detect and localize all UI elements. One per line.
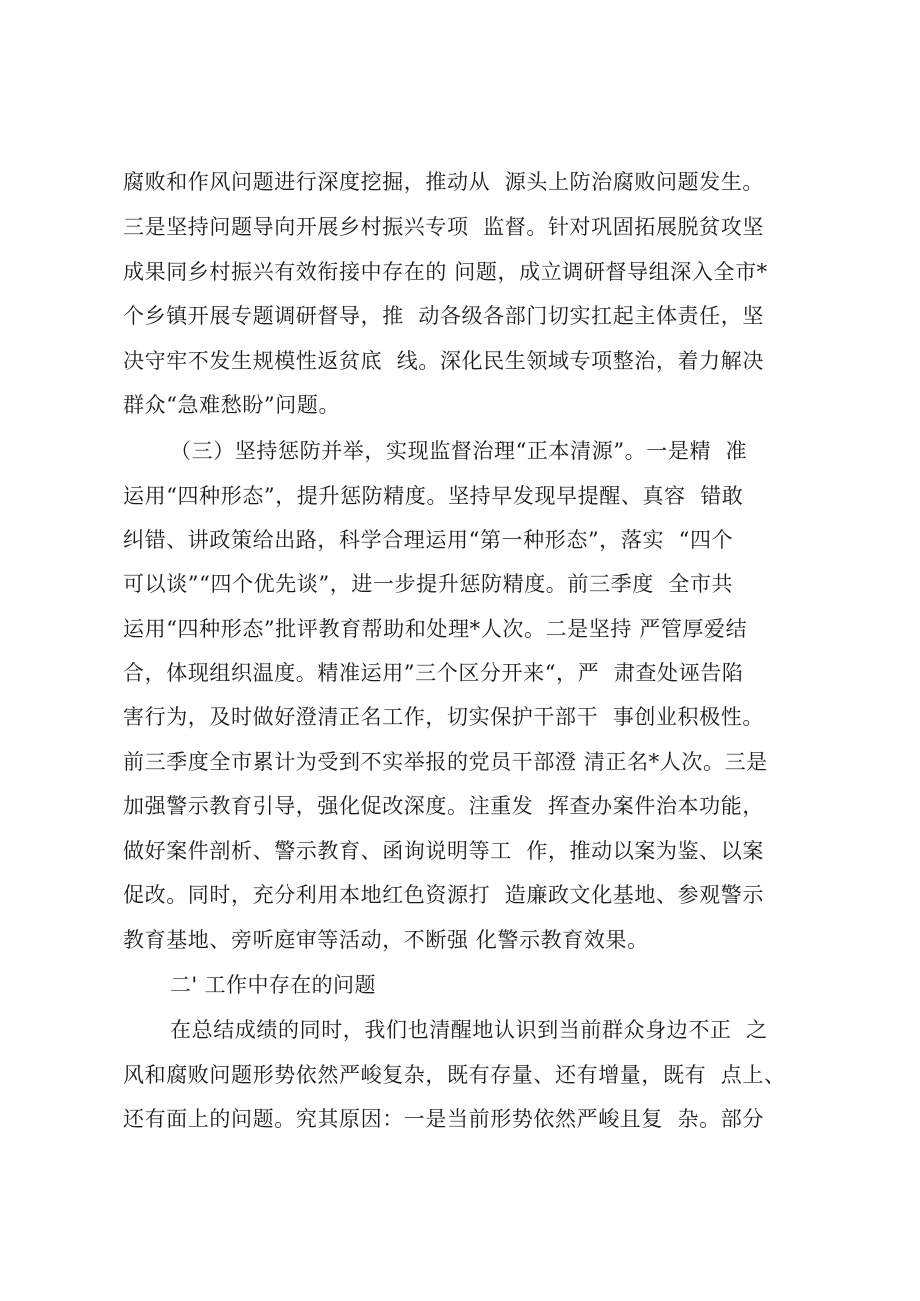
text-line: 前三季度全市累计为受到不实举报的党员干部澄 清正名*人次。三是 bbox=[123, 750, 768, 774]
text-line: 教育基地、旁听庭审等活动，不断强 化警示教育效果。 bbox=[123, 928, 649, 952]
text-line: 决守牢不发生规模性返贫底 线。深化民生领域专项整治，着力解决 bbox=[123, 349, 764, 373]
text-line: 运用“四种形态”批评教育帮助和处理*人次。二是坚持 严管厚爱结 bbox=[123, 617, 748, 641]
text-line: 做好案件剖析、警示教育、函询说明等工 作，推动以案为鉴、以案 bbox=[123, 839, 764, 863]
text-line: 群众“急难愁盼”问题。 bbox=[123, 393, 341, 417]
text-line: 成果同乡村振兴有效衔接中存在的 问题，成立调研督导组深入全市* bbox=[123, 260, 768, 284]
section-heading: 二' 工作中存在的问题 bbox=[170, 973, 376, 997]
text-line: 风和腐败问题形势依然严峻复杂，既有存量、还有增量，既有 点上、 bbox=[123, 1063, 786, 1087]
text-line: 纠错、讲政策给出路，科学合理运用“第一种形态”，落实 “四个 bbox=[123, 528, 734, 552]
text-line: 三是坚持问题导向开展乡村振兴专项 监督。针对巩固拓展脱贫攻坚 bbox=[123, 215, 764, 239]
text-line: 腐败和作风问题进行深度挖掘，推动从 源头上防治腐败问题发生。 bbox=[123, 170, 764, 194]
paragraph-first-line: （三）坚持惩防并举，实现监督治理“正本清源”。一是精 准 bbox=[170, 439, 748, 463]
text-line: 个乡镇开展专题调研督导，推 动各级各部门切实扛起主体责任，坚 bbox=[123, 304, 764, 328]
text-line: 还有面上的问题。究其原因：一是当前形势依然严峻且复 杂。部分 bbox=[123, 1107, 764, 1131]
text-line: 害行为，及时做好澄清正名工作，切实保护干部干 事创业积极性。 bbox=[123, 705, 764, 729]
text-line: 可以谈”“四个优先谈”，进一步提升惩防精度。前三季度 全市共 bbox=[123, 572, 734, 596]
text-line: 促改。同时，充分利用本地红色资源打 造廉政文化基地、参观警示 bbox=[123, 883, 764, 907]
text-line: 加强警示教育引导，强化促改深度。注重发 挥查办案件治本功能， bbox=[123, 794, 764, 818]
text-line: 合，体现组织温度。精准运用”三个区分开来“，严 肃查处诬告陷 bbox=[123, 661, 744, 685]
paragraph-first-line: 在总结成绩的同时，我们也清醒地认识到当前群众身边不正 之 bbox=[170, 1018, 768, 1042]
text-line: 运用“四种形态”，提升惩防精度。坚持早发现早提醒、真容 错敢 bbox=[123, 484, 744, 508]
